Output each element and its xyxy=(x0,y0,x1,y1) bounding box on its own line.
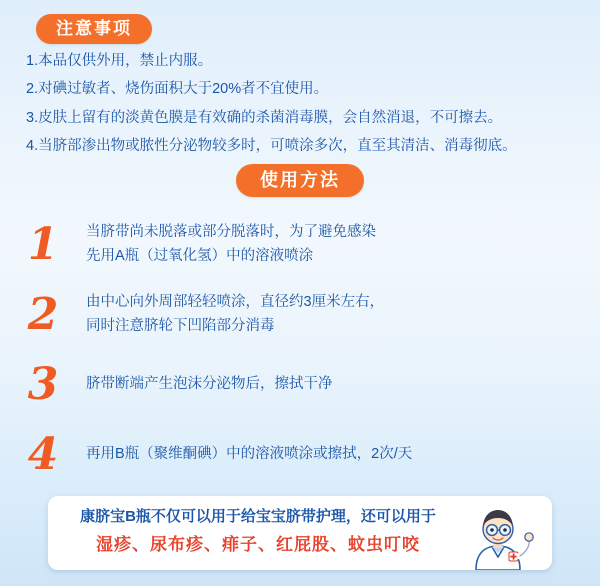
promo-banner-line-1: 康脐宝B瓶不仅可以用于给宝宝脐带护理，还可以用于 xyxy=(80,508,436,525)
step-number: 1 xyxy=(27,219,59,270)
step-text-line: 同时注意脐轮下凹陷部分消毒 xyxy=(86,318,275,334)
usage-step xyxy=(0,280,600,350)
step-text-line: 由中心向外周部轻轻喷涂，直径约3厘米左右， xyxy=(86,294,385,311)
step-number: 3 xyxy=(27,359,59,410)
step-text xyxy=(86,221,396,269)
step-number: 4 xyxy=(27,429,59,480)
step-text-line: 再用B瓶（聚维酮碘）中的溶液喷涂或擦拭，2次/天 xyxy=(86,446,413,463)
step-text xyxy=(86,373,353,397)
promo-banner-line-2: 湿疹、尿布疹、痱子、红屁股、蚊虫叮咬 xyxy=(96,534,420,554)
step-text-line: 先用A瓶（过氧化氢）中的溶液喷涂 xyxy=(86,248,314,264)
notice-item: 2.对碘过敏者、烧伤面积大于20%者不宜使用。 xyxy=(26,81,329,98)
step-text xyxy=(86,291,404,339)
usage-section-heading xyxy=(0,164,600,197)
usage-steps-list xyxy=(0,210,600,490)
notice-heading-pill: 注意事项 xyxy=(36,14,152,44)
usage-step xyxy=(0,210,600,280)
usage-step xyxy=(0,420,600,490)
notice-section-heading xyxy=(36,14,152,44)
step-text xyxy=(86,443,432,467)
usage-heading-pill: 使用方法 xyxy=(236,164,364,197)
promo-banner-text xyxy=(48,506,468,558)
notice-list xyxy=(26,50,576,164)
step-number: 2 xyxy=(27,289,59,340)
step-text-line: 脐带断端产生泡沫分泌物后，擦拭干净 xyxy=(86,376,333,393)
step-text-line: 当脐带尚未脱落或部分脱落时，为了避免感染 xyxy=(86,224,376,241)
doctor-illustration-icon xyxy=(450,496,546,570)
promo-banner xyxy=(48,496,552,570)
notice-item: 3.皮肤上留有的淡黄色膜是有效确的杀菌消毒膜，会自然消退，不可擦去。 xyxy=(26,109,503,126)
notice-item: 4.当脐部渗出物或脓性分泌物较多时，可喷涂多次，直至其清洁、消毒彻底。 xyxy=(26,138,517,155)
usage-step xyxy=(0,350,600,420)
notice-item: 1.本品仅供外用，禁止内服。 xyxy=(26,53,213,69)
